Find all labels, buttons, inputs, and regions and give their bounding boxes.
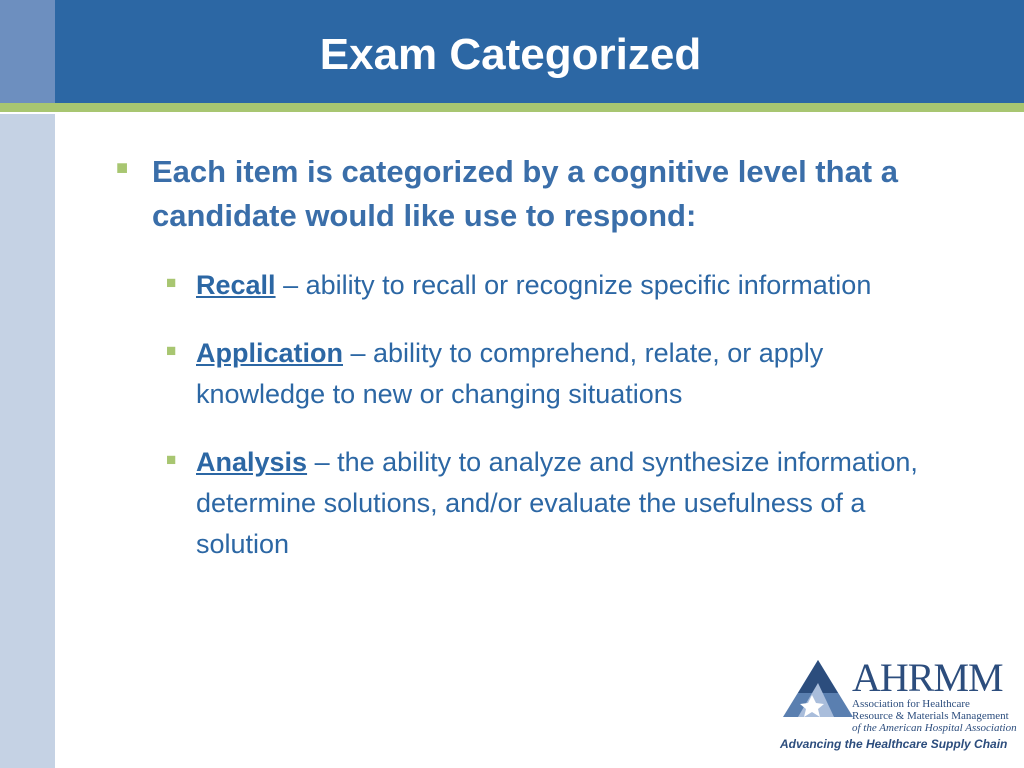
title-divider-gap: [0, 112, 1024, 114]
left-side-bar: [0, 0, 55, 768]
logo-tagline: Advancing the Healthcare Supply Chain: [780, 737, 1008, 751]
definition-analysis: – the ability to analyze and synthesize information, determine solutions, and/or evaluate the usefulness of a solution: [196, 447, 918, 559]
term-analysis: Analysis: [196, 447, 308, 477]
slide-content: [112, 150, 952, 583]
definition-recall: – ability to recall or recognize specific information: [275, 270, 872, 300]
definition-application: – ability to comprehend, relate, or apply knowledge to new or changing situations: [196, 338, 824, 409]
square-bullet-icon: ■: [166, 450, 177, 469]
term-application: Application: [196, 338, 343, 368]
logo-line-2: Resource & Materials Management: [852, 710, 1009, 722]
logo-wordmark: AHRMM: [852, 655, 1003, 700]
sub-bullet-application: [166, 333, 952, 415]
square-bullet-icon: ■: [166, 273, 177, 292]
slide-title: Exam Categorized: [319, 30, 702, 79]
sub-bullet-recall: [166, 265, 952, 306]
square-bullet-icon: ■: [166, 341, 177, 360]
logo-line-1: Association for Healthcare: [852, 698, 970, 710]
term-recall: Recall: [196, 270, 276, 300]
sub-bullet-analysis: [166, 442, 952, 565]
main-bullet-text: Each item is categorized by a cognitive level that a candidate would like use to respond:: [152, 154, 898, 233]
title-divider: [0, 103, 1024, 112]
logo-line-3: of the American Hospital Association: [852, 722, 1017, 734]
left-side-bar-top: [0, 0, 55, 103]
square-bullet-icon: ■: [116, 157, 129, 179]
main-bullet: [112, 150, 952, 238]
